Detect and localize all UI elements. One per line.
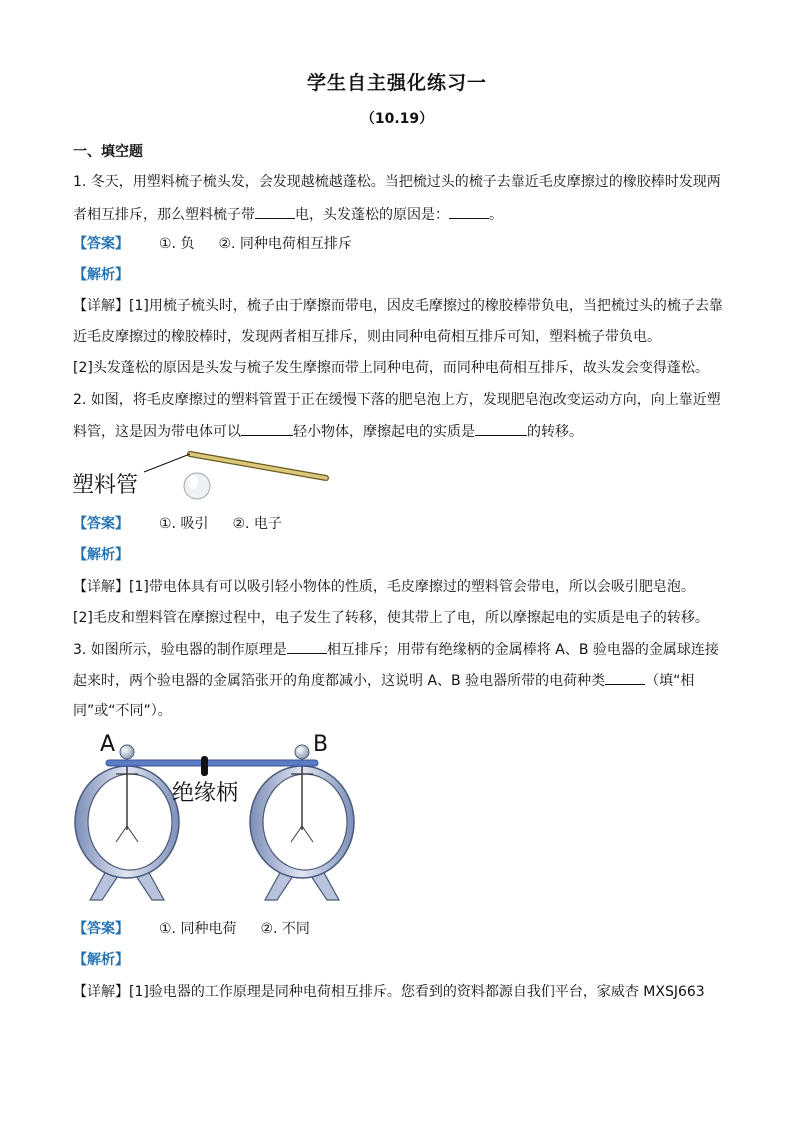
q3-figure — [70, 730, 360, 910]
q2-analysis-tag: 【解析】 — [73, 547, 129, 563]
q3-text-part2: 相互排斥；用带有绝缘柄的金属棒将 A、B 验电器的金属球连接 — [326, 642, 719, 658]
q3-blank-1 — [287, 639, 327, 654]
q3-analysis-line — [73, 950, 723, 970]
q1-answer-1: ①. 负 — [159, 236, 195, 252]
q2-detail-tag: 【详解】 — [73, 579, 129, 595]
metal-bar — [106, 760, 318, 766]
leader-line — [144, 454, 190, 472]
q1-text-line1: 1. 冬天，用塑料梳子梳头发，会发现越梳越蓬松。当把梳过头的梳子去靠近毛皮摩擦过的橡胶棒时发现两 — [73, 174, 721, 190]
q2-blank-2 — [475, 421, 527, 436]
q1-text-part2: 电，头发蓬松的原因是： — [295, 207, 449, 223]
q1-answer-2: ②. 同种电荷相互排斥 — [218, 236, 352, 252]
q3-figure-label: 绝缘柄 — [172, 781, 239, 806]
q1-detail-line1 — [73, 296, 723, 316]
q2-detail-text1: [1]带电体具有可以吸引轻小物体的性质，毛皮摩擦过的塑料管会带电，所以会吸引肥皂泡。 — [129, 579, 695, 595]
q3-blank-2 — [605, 670, 645, 685]
q1-text-part3: 。 — [489, 207, 503, 223]
q1-analysis-line — [73, 265, 723, 285]
q2-analysis-line — [73, 545, 723, 565]
label-a: A — [100, 732, 116, 757]
q3-detail-text1: [1]验电器的工作原理是同种电荷相互排斥。您看到的资料都源自我们平台，家威杏 MXSJ663 — [129, 984, 705, 1000]
q2-figure-label: 塑料管 — [72, 473, 139, 498]
q3-answer-2: ②. 不同 — [260, 921, 310, 937]
insulated-handle — [201, 756, 208, 776]
q3-detail-line1 — [73, 982, 723, 1002]
q3-text-line2 — [73, 670, 723, 691]
q3-text-part1: 3. 如图所示，验电器的制作原理是 — [73, 642, 287, 658]
q2-text-part2: 轻小物体，摩擦起电的实质是 — [293, 424, 475, 440]
q3-answer-1: ①. 同种电荷 — [159, 921, 237, 937]
electroscope-a — [75, 745, 179, 900]
q1-detail-line2: 近毛皮摩擦过的橡胶棒时，发现两者相互排斥，则由同种电荷相互排斥可知，塑料梳子带负电。 — [73, 329, 661, 345]
q2-detail-line1 — [73, 577, 723, 597]
q2-text-part3: 的转移。 — [527, 424, 583, 440]
page-date: （10.19） — [360, 111, 434, 127]
q3-text-line1 — [73, 639, 723, 660]
q1-text-line2 — [73, 204, 723, 225]
q1-blank-2 — [449, 204, 489, 219]
q1-text-part1: 者相互排斥，那么塑料梳子带 — [73, 207, 255, 223]
q2-answer-1: ①. 吸引 — [159, 516, 209, 532]
q3-text-line3: 同”或“不同”）。 — [73, 703, 172, 719]
q1-detail-text1: [1]用梳子梳头时，梳子由于摩擦而带电，因皮毛摩擦过的橡胶棒带负电，当把梳过头的梳子去靠 — [129, 298, 723, 314]
q3-answer-tag: 【答案】 — [73, 921, 129, 937]
q1-analysis-tag: 【解析】 — [73, 267, 129, 283]
q2-text-line2 — [73, 421, 723, 442]
q3-analysis-tag: 【解析】 — [73, 952, 129, 968]
electroscope-figure — [70, 730, 360, 910]
q1-detail-line3: [2]头发蓬松的原因是头发与梳子发生摩擦而带上同种电荷，而同种电荷相互排斥，故头发会变得蓬松。 — [73, 360, 709, 376]
label-b: B — [313, 732, 329, 757]
q2-answer-2: ②. 电子 — [232, 516, 282, 532]
q1-detail-tag: 【详解】 — [73, 298, 129, 314]
q2-answer-line — [73, 514, 723, 534]
q2-answer-tag: 【答案】 — [73, 516, 129, 532]
q3-text-part3: 起来时，两个验电器的金属箔张开的角度都减小，这说明 A、B 验电器所带的电荷种类 — [73, 673, 606, 689]
q2-text-part1: 料管，这是因为带电体可以 — [73, 424, 241, 440]
page-title: 学生自主强化练习一 — [306, 72, 487, 94]
q2-detail-line2: [2]毛皮和塑料管在摩擦过程中，电子发生了转移，使其带上了电，所以摩擦起电的实质是电子的转移。 — [73, 610, 709, 626]
electroscope-b — [250, 745, 354, 900]
q1-blank-1 — [255, 204, 295, 219]
section-heading: 一、填空题 — [73, 144, 143, 160]
q2-figure — [72, 448, 332, 504]
q3-text-part4: （填“相 — [645, 673, 695, 689]
q3-answer-line — [73, 919, 723, 939]
q2-blank-1 — [241, 421, 293, 436]
q3-detail-tag: 【详解】 — [73, 984, 129, 1000]
q1-answer-line — [73, 234, 723, 254]
plastic-tube — [190, 454, 326, 478]
q2-text-line1: 2. 如图，将毛皮摩擦过的塑料管置于正在缓慢下落的肥皂泡上方，发现肥皂泡改变运动方向，向上靠近塑 — [73, 392, 721, 408]
q1-answer-tag: 【答案】 — [73, 236, 129, 252]
